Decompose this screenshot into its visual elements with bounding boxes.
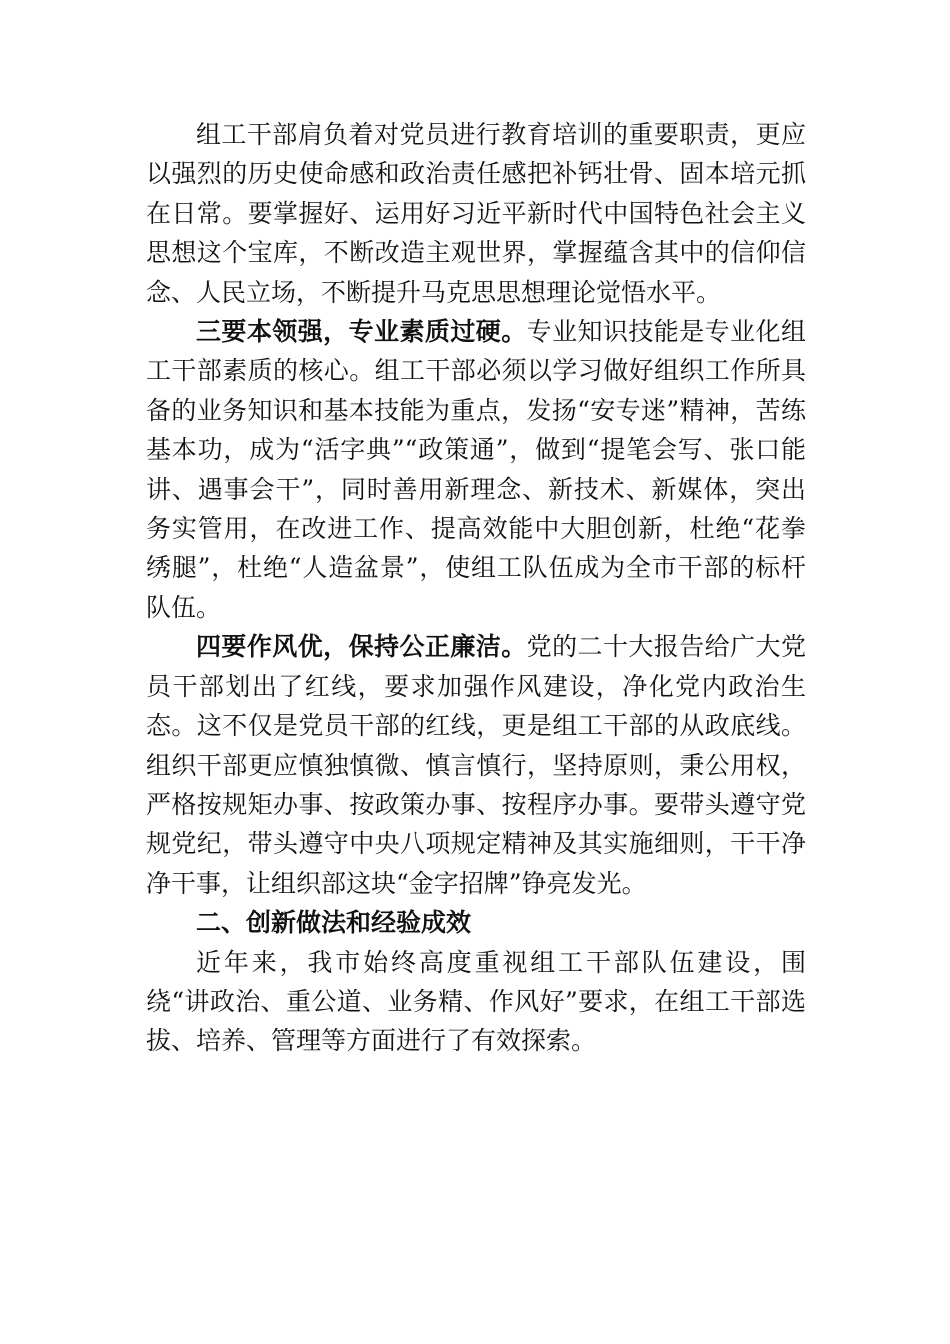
- paragraph-text: 组工干部肩负着对党员进行教育培训的重要职责，更应以强烈的历史使命感和政治责任感把补钙壮骨、固本培元抓在日常。要掌握好、运用好习近平新时代中国特色社会主义思想这个宝库，不断改造主观世界，掌握蕴含其中的信仰信念、人民立场，不断提升马克思思想理论觉悟水平。: [146, 120, 806, 307]
- section-heading: 二、创新做法和经验成效: [196, 908, 472, 938]
- paragraph-text: 近年来，我市始终高度重视组工干部队伍建设，围绕“讲政治、重公道、业务精、作风好”要求，在组工干部选拔、培养、管理等方面进行了有效探索。: [146, 947, 806, 1056]
- paragraph-lead-heading: 三要本领强，专业素质过硬。: [196, 317, 527, 347]
- document-body: [146, 115, 806, 1061]
- paragraph-work-style: [146, 627, 806, 903]
- paragraph-professional-skills: [146, 312, 806, 627]
- paragraph-education-training: [146, 115, 806, 312]
- paragraph-text: 专业知识技能是专业化组工干部素质的核心。组工干部必须以学习做好组织工作所具备的业务知识和基本技能为重点，发扬“安专迷”精神，苦练基本功，成为“活字典”“政策通”，做到“提笔会写、张口能讲、遇事会干”，同时善用新理念、新技术、新媒体，突出务实管用，在改进工作、提高效能中大胆创新，杜绝“花拳绣腿”，杜绝“人造盆景”，使组工队伍成为全市干部的标杆队伍。: [146, 317, 806, 622]
- paragraph-text: 党的二十大报告给广大党员干部划出了红线，要求加强作风建设，净化党内政治生态。这不仅是党员干部的红线，更是组工干部的从政底线。组织干部更应慎独慎微、慎言慎行，坚持原则，秉公用权，严格按规矩办事、按政策办事、按程序办事。要带头遵守党规党纪，带头遵守中央八项规定精神及其实施细则，干干净净干事，让组织部这块“金字招牌”铮亮发光。: [146, 632, 806, 898]
- paragraph-closing: [146, 943, 806, 1061]
- paragraph-lead-heading: 四要作风优，保持公正廉洁。: [196, 632, 527, 662]
